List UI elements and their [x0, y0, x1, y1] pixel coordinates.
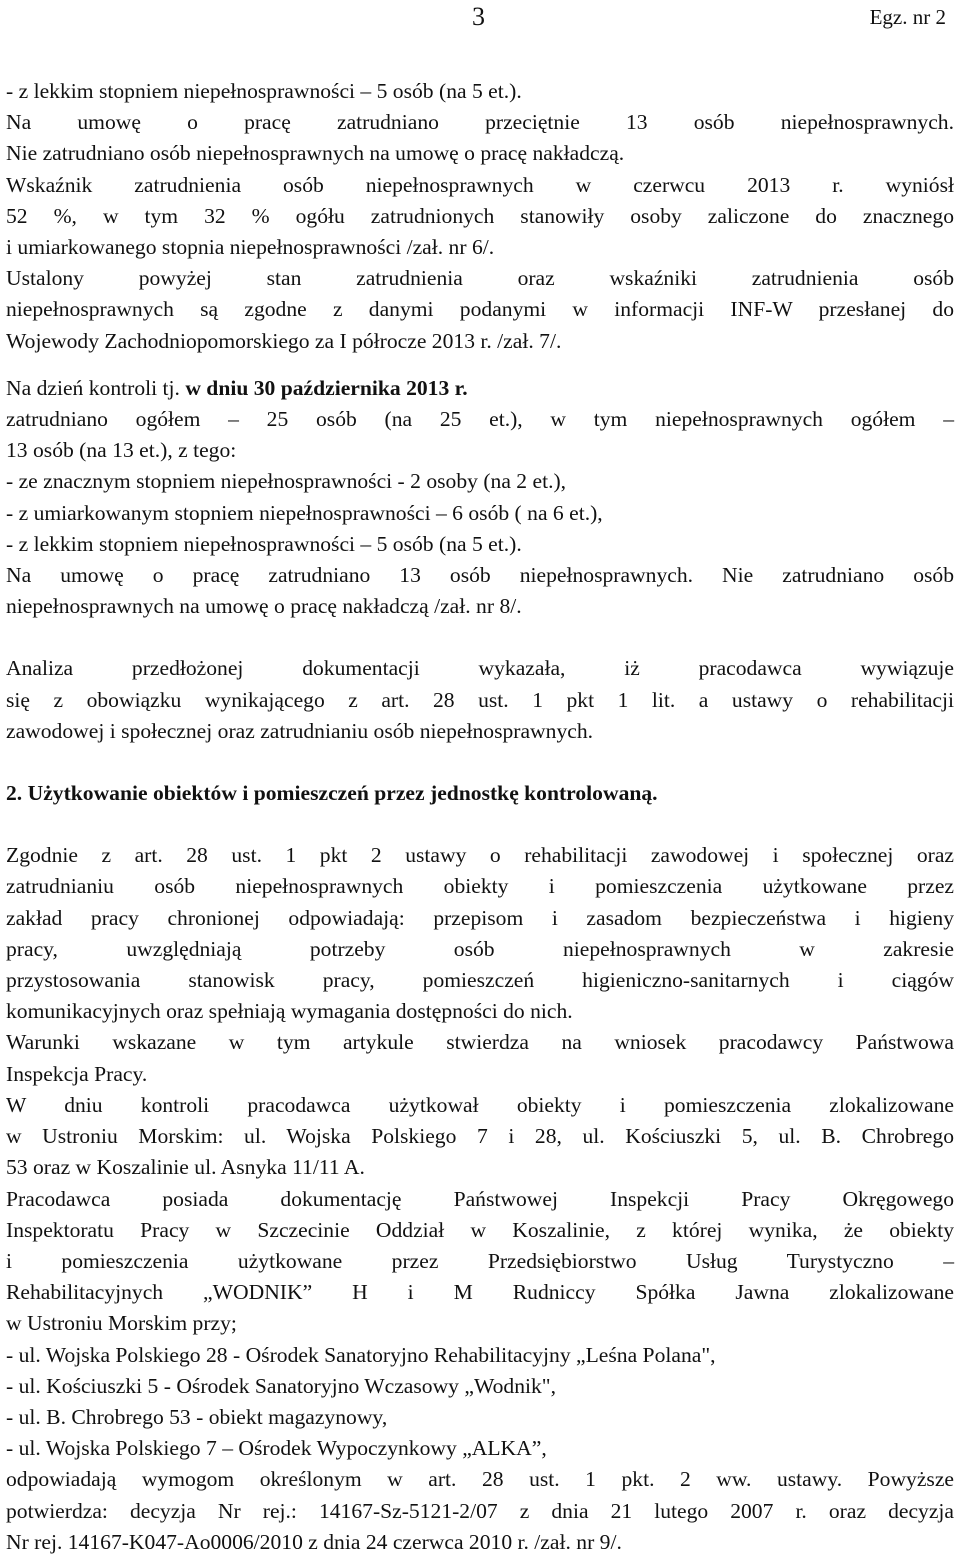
text-line: komunikacyjnych oraz spełniają wymagania dostępności do nich.	[6, 999, 573, 1024]
text-line: Warunki wskazane w tym artykule stwierdza na wniosek pracodawcy Państwowa	[6, 1030, 954, 1055]
section-analysis	[6, 653, 954, 747]
text-line: Na umowę o pracę zatrudniano 13 osób niepełnosprawnych. Nie zatrudniano osób	[6, 563, 954, 588]
control-day-line	[6, 373, 954, 404]
control-day-date: w dniu 30 października 2013 r.	[185, 375, 468, 400]
text-line: w Ustroniu Morskim przy;	[6, 1311, 237, 1336]
text-line: przystosowania stanowisk pracy, pomieszczeń higieniczno-sanitarnych i ciągów	[6, 968, 954, 993]
text-line: niepełnosprawnych na umowę o pracę nakładczą /zał. nr 8/.	[6, 594, 522, 619]
text-line: W dniu kontroli pracodawca użytkował obiekty i pomieszczenia zlokalizowane	[6, 1092, 954, 1117]
text-line: Inspekcja Pracy.	[6, 1061, 148, 1086]
section-employment-june	[6, 76, 954, 357]
text-line: Inspektoratu Pracy w Szczecinie Oddział w Koszalinie, z której wynika, że obiekty	[6, 1217, 954, 1242]
text-line: zatrudniano ogółem – 25 osób (na 25 et.), w tym niepełnosprawnych ogółem –	[6, 407, 954, 432]
text-line: Na umowę o pracę zatrudniano przeciętnie 13 osób niepełnosprawnych.	[6, 110, 954, 135]
text-line: niepełnosprawnych są zgodne z danymi podanymi w informacji INF-W przesłanej do	[6, 297, 954, 322]
text-line: zawodowej i społecznej oraz zatrudnianiu osób niepełnosprawnych.	[6, 718, 594, 743]
list-item: - ul. Kościuszki 5 - Ośrodek Sanatoryjno Wczasowy „Wodnik",	[6, 1373, 557, 1398]
text-line: Wskaźnik zatrudnienia osób niepełnosprawnych w czerwcu 2013 r. wyniósł	[6, 172, 954, 197]
text-line: Zgodnie z art. 28 ust. 1 pkt 2 ustawy o rehabilitacji zawodowej i społecznej oraz	[6, 843, 954, 868]
text-line: zatrudnianiu osób niepełnosprawnych obiekty i pomieszczenia użytkowane przez	[6, 874, 954, 899]
text-line: odpowiadają wymogom określonym w art. 28 ust. 1 pkt. 2 ww. ustawy. Powyższe	[6, 1467, 954, 1492]
text-line: Nie zatrudniano osób niepełnosprawnych na umowę o pracę nakładczą.	[6, 141, 625, 166]
section-heading: 2. Użytkowanie obiektów i pomieszczeń przez jednostkę kontrolowaną.	[6, 781, 658, 806]
section-control-day	[6, 373, 954, 623]
text-line: w Ustroniu Morskim: ul. Wojska Polskiego 7 i 28, ul. Kościuszki 5, ul. B. Chrobrego	[6, 1124, 954, 1149]
list-item: - ul. Wojska Polskiego 28 - Ośrodek Sanatoryjno Rehabilitacyjny „Leśna Polana",	[6, 1342, 716, 1367]
text-line: Nr rej. 14167-K047-Ao0006/2010 z dnia 24 czerwca 2010 r. /zał. nr 9/.	[6, 1529, 622, 1554]
document-body	[6, 76, 954, 1558]
document-copy-number: Egz. nr 2	[869, 5, 946, 29]
text-line: się z obowiązku wynikającego z art. 28 ust. 1 pkt 1 lit. a ustawy o rehabilitacji	[6, 687, 954, 712]
text-line: Pracodawca posiada dokumentację Państwowej Inspekcji Pracy Okręgowego	[6, 1186, 954, 1211]
text-line: i pomieszczenia użytkowane przez Przedsiębiorstwo Usług Turystyczno –	[6, 1248, 954, 1273]
text-line: Analiza przedłożonej dokumentacji wykazała, iż pracodawca wywiązuje	[6, 656, 954, 681]
list-item: - ul. B. Chrobrego 53 - obiekt magazynowy,	[6, 1404, 388, 1429]
section-premises	[6, 840, 954, 1558]
text-line: Rehabilitacyjnych „WODNIK” H i M Rudniccy Spółka Jawna zlokalizowane	[6, 1280, 954, 1305]
text-line: - z lekkim stopniem niepełnosprawności – 5 osób (na 5 et.).	[6, 79, 522, 103]
text-line: 52 %, w tym 32 % ogółu zatrudnionych stanowiły osoby zaliczone do znacznego	[6, 203, 954, 228]
list-item: - ze znacznym stopniem niepełnosprawności - 2 osoby (na 2 et.),	[6, 469, 567, 494]
text-line: 13 osób (na 13 et.), z tego:	[6, 438, 237, 463]
text-line: 53 oraz w Koszalinie ul. Asnyka 11/11 A.	[6, 1155, 365, 1180]
text-line: pracy, uwzględniają potrzeby osób niepełnosprawnych w zakresie	[6, 936, 954, 961]
text-line: potwierdza: decyzja Nr rej.: 14167-Sz-5121-2/07 z dnia 21 lutego 2007 r. oraz decyzja	[6, 1498, 954, 1523]
list-item: - z lekkim stopniem niepełnosprawności – 5 osób (na 5 et.).	[6, 531, 522, 556]
control-day-prefix: Na dzień kontroli tj.	[6, 375, 186, 400]
text-line: Wojewody Zachodniopomorskiego za I półrocze 2013 r. /zał. 7/.	[6, 328, 562, 353]
page-number: 3	[472, 2, 485, 31]
list-item: - z umiarkowanym stopniem niepełnosprawności – 6 osób ( na 6 et.),	[6, 500, 603, 525]
list-item: - ul. Wojska Polskiego 7 – Ośrodek Wypoczynkowy „ALKA”,	[6, 1436, 547, 1461]
text-line: Ustalony powyżej stan zatrudnienia oraz wskaźniki zatrudnienia osób	[6, 266, 954, 291]
text-line: zakład pracy chronionej odpowiadają: przepisom i zasadom bezpieczeństwa i higieny	[6, 905, 954, 930]
text-line: i umiarkowanego stopnia niepełnosprawności /zał. nr 6/.	[6, 235, 495, 260]
